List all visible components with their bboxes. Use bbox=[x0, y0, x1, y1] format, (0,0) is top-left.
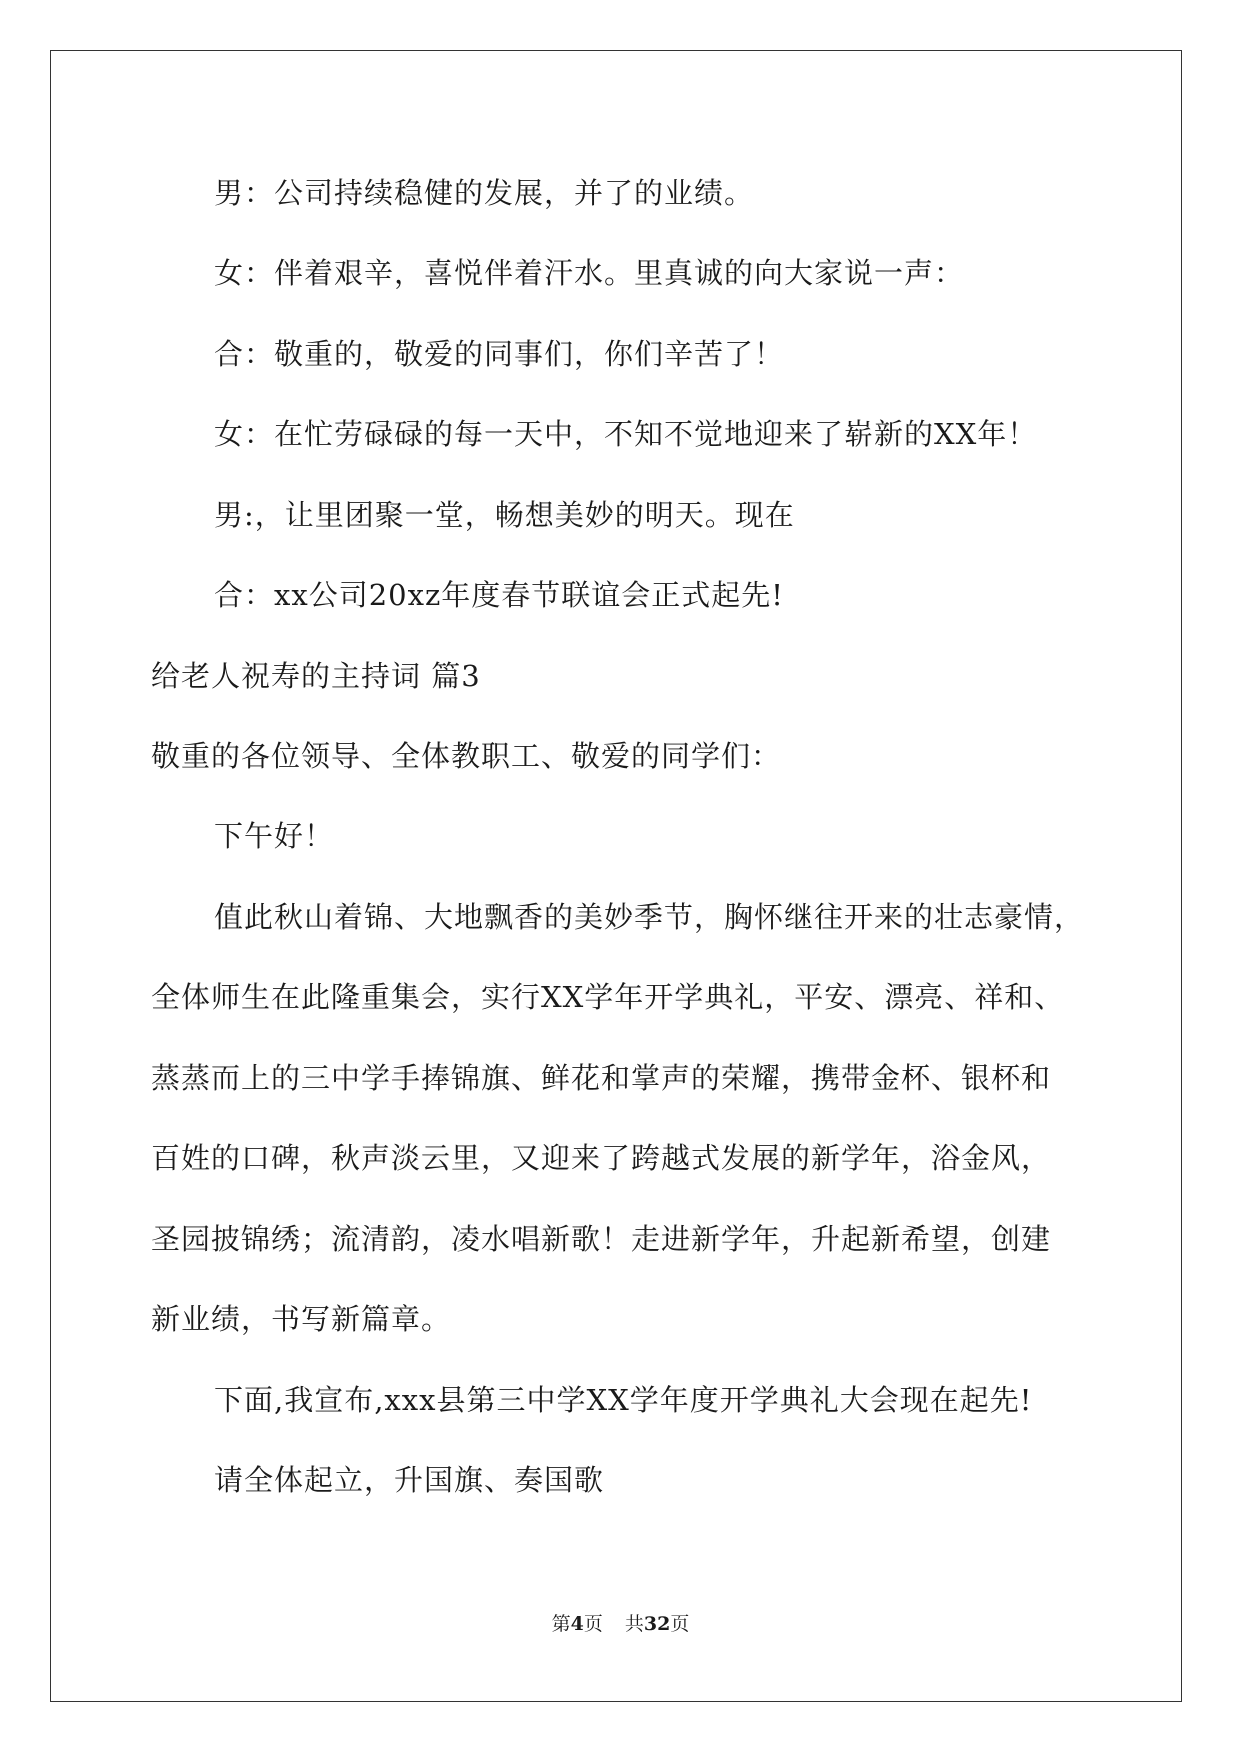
paragraph-line: 百姓的口碑，秋声淡云里，又迎来了跨越式发展的新学年，浴金风， bbox=[151, 1141, 1052, 1175]
page-border bbox=[50, 50, 1182, 1702]
page-prefix: 第 bbox=[551, 1613, 571, 1635]
paragraph-line: 全体师生在此隆重集会，实行XX学年开学典礼，平安、漂亮、祥和、 bbox=[151, 980, 1065, 1014]
page-label: 页 bbox=[583, 1613, 603, 1635]
paragraph-line: 蒸蒸而上的三中学手捧锦旗、鲜花和掌声的荣耀，携带金杯、银杯和 bbox=[151, 1061, 1052, 1095]
total-suffix: 页 bbox=[670, 1613, 690, 1635]
paragraph-line: 合：敬重的，敬爱的同事们，你们辛苦了！ bbox=[214, 337, 785, 371]
paragraph-line: 男:，让里团聚一堂，畅想美妙的明天。现在 bbox=[214, 498, 795, 532]
paragraph-line: 下面,我宣布,xxx县第三中学XX学年度开学典礼大会现在起先! bbox=[214, 1383, 1033, 1417]
total-prefix: 共 bbox=[624, 1613, 644, 1635]
page-number: 4 bbox=[570, 1613, 584, 1635]
page-footer bbox=[0, 1612, 1241, 1636]
section-heading: 给老人祝寿的主持词 篇3 bbox=[151, 659, 481, 693]
paragraph-line: 女：在忙劳碌碌的每一天中，不知不觉地迎来了崭新的XX年！ bbox=[214, 417, 1038, 451]
paragraph-line: 圣园披锦绣；流清韵，凌水唱新歌！走进新学年，升起新希望，创建 bbox=[151, 1222, 1052, 1256]
total-pages: 32 bbox=[643, 1613, 671, 1635]
paragraph-line: 请全体起立，升国旗、奏国歌 bbox=[214, 1463, 605, 1497]
paragraph-line: 女：伴着艰辛，喜悦伴着汗水。里真诚的向大家说一声： bbox=[214, 256, 965, 290]
paragraph-line: 男：公司持续稳健的发展，并了的业绩。 bbox=[214, 176, 755, 210]
paragraph-line: 值此秋山着锦、大地飘香的美妙季节，胸怀继往开来的壮志豪情， bbox=[214, 900, 1085, 934]
paragraph-line: 合：xx公司20xz年度春节联谊会正式起先! bbox=[214, 578, 784, 612]
paragraph-line: 新业绩，书写新篇章。 bbox=[151, 1302, 452, 1336]
salutation: 敬重的各位领导、全体教职工、敬爱的同学们： bbox=[151, 739, 782, 773]
greeting: 下午好！ bbox=[214, 819, 335, 853]
